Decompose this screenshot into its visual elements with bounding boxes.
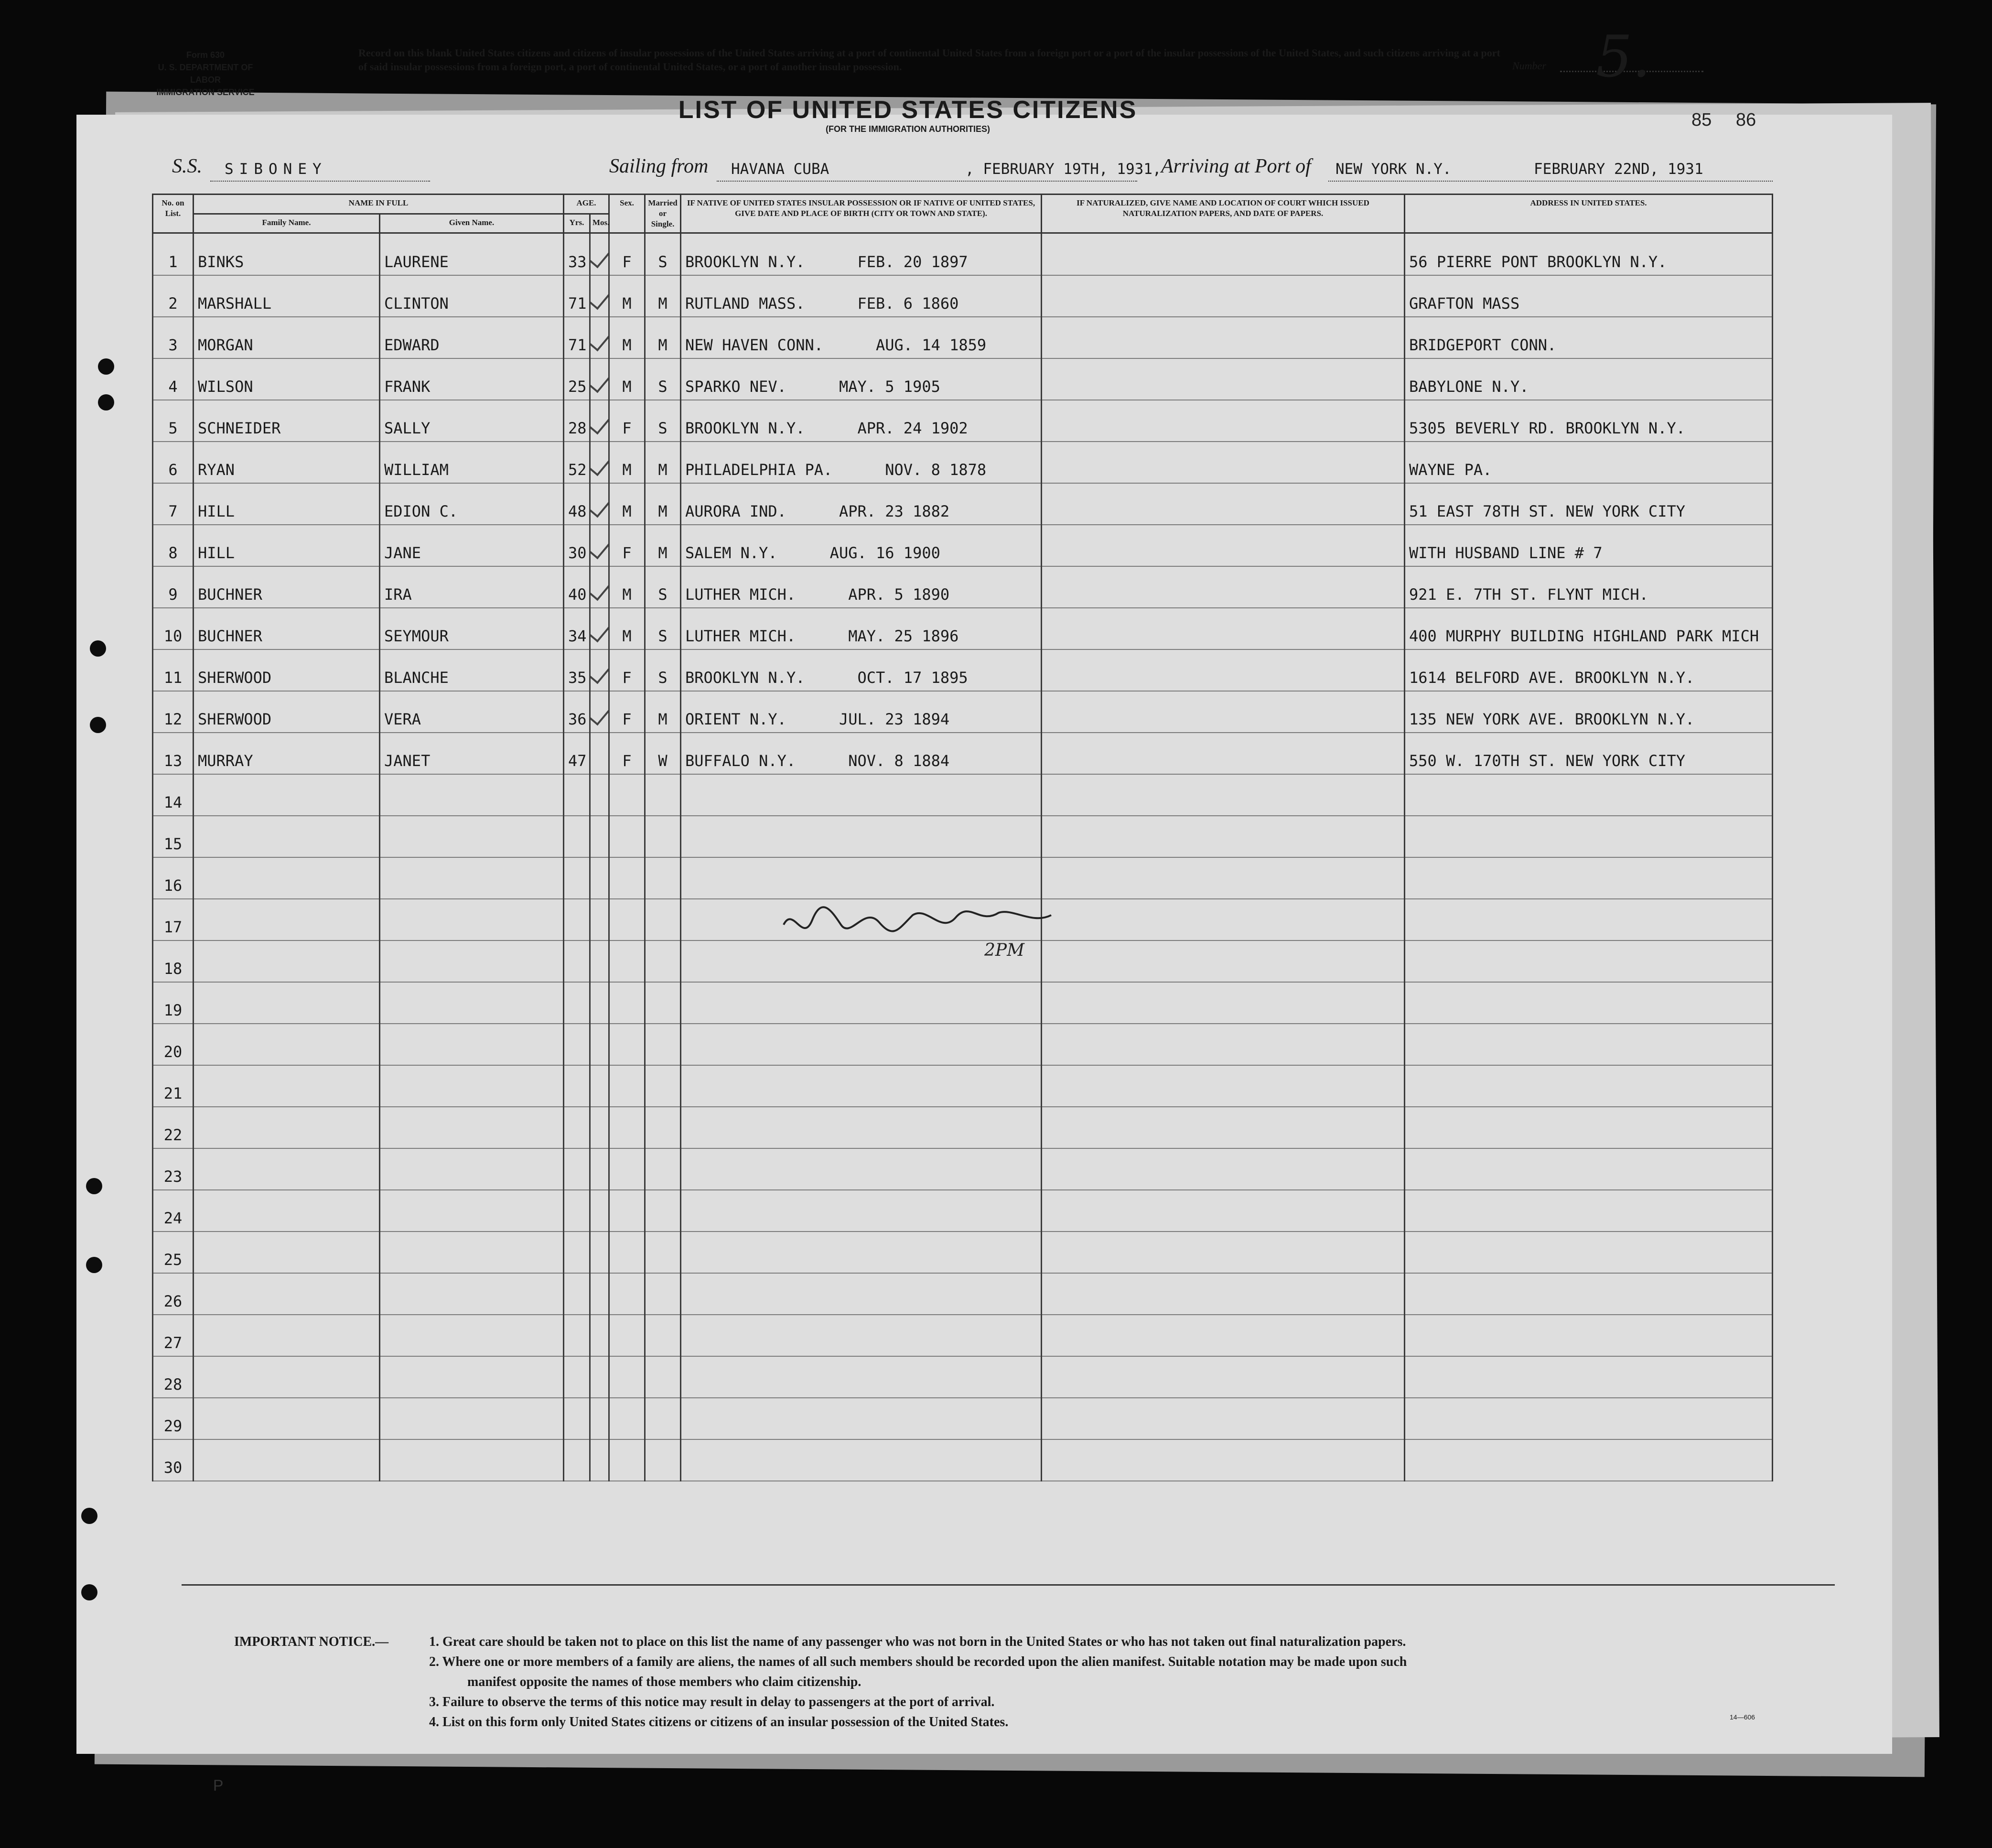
- birth-info: [681, 317, 1042, 358]
- line-number: 8: [153, 525, 194, 566]
- col-header-mos: Mos.: [590, 214, 609, 233]
- line-number: 20: [153, 1024, 194, 1065]
- sex: F: [609, 649, 645, 691]
- department-name: U. S. DEPARTMENT OF LABOR: [158, 63, 253, 85]
- table-row: [153, 1398, 1773, 1439]
- table-row: [153, 566, 1773, 608]
- record-instructions: Record on this blank United States citizens and citizens of insular possessions of the United States arriving at a port of continental United States from a foreign port or a port of the insular possessions of the United States, and such citizens arriving at a port of said insular possessions from a foreign port, a port of continental United States, or a port of another insular possession.: [358, 47, 1500, 73]
- col-header-number: No. on List.: [153, 195, 194, 233]
- age-years: 47: [564, 733, 590, 774]
- passenger-table: [152, 194, 1773, 1481]
- birth-info: [681, 275, 1042, 317]
- family-name: RYAN: [194, 442, 380, 483]
- table-row: [153, 275, 1773, 317]
- check-mark: [590, 483, 609, 525]
- sex: M: [609, 608, 645, 649]
- birthplace: LUTHER MICH.: [685, 627, 796, 645]
- line-number: 23: [153, 1148, 194, 1190]
- line-number: 27: [153, 1315, 194, 1356]
- col-header-address: ADDRESS IN UNITED STATES.: [1405, 195, 1773, 233]
- birth-info: [681, 442, 1042, 483]
- ship-name-line: [210, 181, 430, 182]
- notice-divider: [182, 1584, 1835, 1586]
- marital-status: M: [645, 442, 681, 483]
- line-number: 18: [153, 940, 194, 982]
- line-number: 12: [153, 691, 194, 733]
- naturalization-info: [1042, 733, 1405, 774]
- age-years: 33: [564, 233, 590, 276]
- table-row: [153, 400, 1773, 442]
- birthplace: SALEM N.Y.: [685, 544, 777, 562]
- col-header-family: Family Name.: [194, 214, 380, 233]
- table-row: [153, 358, 1773, 400]
- ship-name: SIBONEY: [225, 161, 327, 178]
- line-number: 3: [153, 317, 194, 358]
- age-years: 34: [564, 608, 590, 649]
- birthplace: BROOKLYN N.Y.: [685, 419, 805, 437]
- table-row: [153, 1232, 1773, 1273]
- marital-status: M: [645, 317, 681, 358]
- col-header-sex: Sex.: [609, 195, 645, 233]
- age-years: 48: [564, 483, 590, 525]
- line-number: 11: [153, 649, 194, 691]
- check-mark: [590, 233, 609, 276]
- family-name: BUCHNER: [194, 566, 380, 608]
- table-row: [153, 442, 1773, 483]
- sex: M: [609, 566, 645, 608]
- address: BABYLONE N.Y.: [1405, 358, 1773, 400]
- page-title: LIST OF UNITED STATES CITIZENS: [678, 96, 1138, 124]
- family-name: BINKS: [194, 233, 380, 276]
- punch-hole: [86, 1178, 102, 1194]
- arriving-label: Arriving at Port of: [1161, 155, 1311, 177]
- given-name: LAURENE: [380, 233, 564, 276]
- given-name: WILLIAM: [380, 442, 564, 483]
- given-name: FRANK: [380, 358, 564, 400]
- birth-info: [681, 525, 1042, 566]
- ss-label: S.S.: [172, 155, 202, 177]
- age-years: 35: [564, 649, 590, 691]
- check-mark: [590, 400, 609, 442]
- birthplace: NEW HAVEN CONN.: [685, 336, 823, 354]
- birthplace: PHILADELPHIA PA.: [685, 461, 833, 479]
- birthplace: SPARKO NEV.: [685, 378, 786, 396]
- arrival-port: NEW YORK N.Y.: [1335, 161, 1452, 178]
- birth-info: [681, 483, 1042, 525]
- line-number: 2: [153, 275, 194, 317]
- line-number: 6: [153, 442, 194, 483]
- sex: M: [609, 358, 645, 400]
- naturalization-info: [1042, 483, 1405, 525]
- notice-heading: IMPORTANT NOTICE.—: [234, 1634, 389, 1649]
- sex: F: [609, 400, 645, 442]
- family-name: MARSHALL: [194, 275, 380, 317]
- naturalization-info: [1042, 275, 1405, 317]
- naturalization-info: [1042, 317, 1405, 358]
- line-number: 17: [153, 899, 194, 940]
- family-name: SCHNEIDER: [194, 400, 380, 442]
- birthdate: MAY. 25 1896: [848, 627, 959, 645]
- marital-status: S: [645, 233, 681, 276]
- page-subtitle: (FOR THE IMMIGRATION AUTHORITIES): [826, 124, 990, 134]
- address: BRIDGEPORT CONN.: [1405, 317, 1773, 358]
- signature-note: 2PM: [984, 940, 1024, 960]
- address: 1614 BELFORD AVE. BROOKLYN N.Y.: [1405, 649, 1773, 691]
- address: WITH HUSBAND LINE # 7: [1405, 525, 1773, 566]
- age-years: 52: [564, 442, 590, 483]
- family-name: WILSON: [194, 358, 380, 400]
- check-mark: [590, 358, 609, 400]
- marital-status: M: [645, 525, 681, 566]
- address: 56 PIERRE PONT BROOKLYN N.Y.: [1405, 233, 1773, 276]
- given-name: IRA: [380, 566, 564, 608]
- sex: M: [609, 317, 645, 358]
- birthdate: FEB. 6 1860: [857, 294, 959, 313]
- table-row: [153, 525, 1773, 566]
- form-code: 14—606: [1730, 1713, 1755, 1721]
- margin-mark: P: [213, 1777, 224, 1794]
- birth-info: [681, 358, 1042, 400]
- table-row: [153, 1273, 1773, 1315]
- birthplace: BROOKLYN N.Y.: [685, 253, 805, 271]
- age-years: 28: [564, 400, 590, 442]
- birthplace: AURORA IND.: [685, 502, 786, 520]
- marital-status: S: [645, 608, 681, 649]
- naturalization-info: [1042, 649, 1405, 691]
- birth-info: [681, 566, 1042, 608]
- age-years: 71: [564, 317, 590, 358]
- birthplace: BROOKLYN N.Y.: [685, 669, 805, 687]
- marital-status: M: [645, 483, 681, 525]
- list-number: 5.: [1596, 24, 1651, 90]
- punch-hole: [81, 1508, 97, 1524]
- sex: F: [609, 733, 645, 774]
- address: 5305 BEVERLY RD. BROOKLYN N.Y.: [1405, 400, 1773, 442]
- family-name: HILL: [194, 483, 380, 525]
- line-number: 25: [153, 1232, 194, 1273]
- birthdate: AUG. 14 1859: [876, 336, 987, 354]
- table-row: [153, 483, 1773, 525]
- birthplace: RUTLAND MASS.: [685, 294, 805, 313]
- birthdate: OCT. 17 1895: [857, 669, 968, 687]
- check-mark: [590, 566, 609, 608]
- birthdate: FEB. 20 1897: [857, 253, 968, 271]
- line-number: 19: [153, 982, 194, 1024]
- punch-hole: [90, 717, 106, 733]
- col-header-married: Married or Single.: [645, 195, 681, 233]
- naturalization-info: [1042, 358, 1405, 400]
- given-name: VERA: [380, 691, 564, 733]
- table-row: [153, 816, 1773, 857]
- table-row: [153, 1107, 1773, 1148]
- marital-status: S: [645, 400, 681, 442]
- family-name: MURRAY: [194, 733, 380, 774]
- check-mark: [590, 691, 609, 733]
- check-mark: [590, 275, 609, 317]
- line-number: 30: [153, 1439, 194, 1481]
- family-name: HILL: [194, 525, 380, 566]
- table-row: [153, 857, 1773, 899]
- arrival-date: FEBRUARY 22ND, 1931: [1534, 161, 1703, 178]
- line-number: 26: [153, 1273, 194, 1315]
- naturalization-info: [1042, 233, 1405, 276]
- table-row: [153, 982, 1773, 1024]
- marital-status: S: [645, 358, 681, 400]
- sailing-from-line: [717, 181, 1137, 182]
- sex: F: [609, 233, 645, 276]
- family-name: SHERWOOD: [194, 649, 380, 691]
- birthdate: APR. 5 1890: [848, 585, 950, 604]
- notice-item: 2. Where one or more members of a family are aliens, the names of all such members should be recorded upon the alien manifest. Suitable notation may be made upon such: [429, 1654, 1407, 1669]
- table-row: [153, 1439, 1773, 1481]
- birthdate: AUG. 16 1900: [829, 544, 940, 562]
- birthplace: BUFFALO N.Y.: [685, 752, 796, 770]
- line-number: 1: [153, 233, 194, 276]
- age-years: 30: [564, 525, 590, 566]
- line-number: 16: [153, 857, 194, 899]
- col-header-name-group: NAME IN FULL: [194, 195, 564, 214]
- check-mark: [590, 442, 609, 483]
- check-mark: [590, 649, 609, 691]
- sailing-date: , FEBRUARY 19TH, 1931,: [965, 161, 1162, 178]
- form-number: Form 630: [186, 50, 225, 60]
- given-name: CLINTON: [380, 275, 564, 317]
- age-years: 36: [564, 691, 590, 733]
- address: 400 MURPHY BUILDING HIGHLAND PARK MICH: [1405, 608, 1773, 649]
- notice-item: 3. Failure to observe the terms of this notice may result in delay to passengers at the port of arrival.: [429, 1695, 995, 1709]
- voyage-line: [172, 153, 1773, 182]
- line-number: 4: [153, 358, 194, 400]
- line-number: 28: [153, 1356, 194, 1398]
- birthdate: NOV. 8 1878: [885, 461, 987, 479]
- birth-info: [681, 733, 1042, 774]
- table-row: [153, 317, 1773, 358]
- naturalization-info: [1042, 400, 1405, 442]
- table-row: [153, 733, 1773, 774]
- sex: F: [609, 525, 645, 566]
- col-header-birth: IF NATIVE OF UNITED STATES INSULAR POSSESSION OR IF NATIVE OF UNITED STATES, GIVE DATE AND PLACE OF BIRTH (CITY OR TOWN AND STATE).: [681, 195, 1042, 233]
- punch-hole: [90, 640, 106, 657]
- table-row: [153, 608, 1773, 649]
- birthdate: APR. 24 1902: [857, 419, 968, 437]
- inspector-signature: [774, 896, 1061, 963]
- naturalization-info: [1042, 525, 1405, 566]
- sex: F: [609, 691, 645, 733]
- birth-info: [681, 608, 1042, 649]
- line-number: 22: [153, 1107, 194, 1148]
- birth-info: [681, 233, 1042, 276]
- notice-item: 4. List on this form only United States citizens or citizens of an insular possession of the United States.: [429, 1715, 1009, 1729]
- marital-status: S: [645, 566, 681, 608]
- birth-info: [681, 649, 1042, 691]
- table-row: [153, 691, 1773, 733]
- sailing-label: Sailing from: [609, 155, 709, 177]
- table-row: [153, 233, 1773, 276]
- naturalization-info: [1042, 442, 1405, 483]
- given-name: BLANCHE: [380, 649, 564, 691]
- address: GRAFTON MASS: [1405, 275, 1773, 317]
- table-row: [153, 1190, 1773, 1232]
- form-identification: [143, 49, 268, 98]
- passenger-rows: [153, 233, 1773, 1481]
- line-number: 24: [153, 1190, 194, 1232]
- col-header-yrs: Yrs.: [564, 214, 590, 233]
- birthdate: MAY. 5 1905: [839, 378, 940, 396]
- birthdate: JUL. 23 1894: [839, 710, 950, 728]
- line-number: 13: [153, 733, 194, 774]
- age-years: 40: [564, 566, 590, 608]
- notice-item: manifest opposite the names of those members who claim citizenship.: [467, 1675, 861, 1689]
- sex: M: [609, 275, 645, 317]
- col-header-age-group: AGE.: [564, 195, 609, 214]
- important-notice: [234, 1632, 1811, 1732]
- sailing-from: HAVANA CUBA: [731, 161, 829, 178]
- birthplace: LUTHER MICH.: [685, 585, 796, 604]
- page-numbers: 85 86: [1691, 110, 1756, 130]
- punch-hole: [81, 1584, 97, 1600]
- line-number: 9: [153, 566, 194, 608]
- service-name: IMMIGRATION SERVICE: [156, 87, 255, 97]
- birthdate: APR. 23 1882: [839, 502, 950, 520]
- marital-status: S: [645, 649, 681, 691]
- line-number: 21: [153, 1065, 194, 1107]
- family-name: MORGAN: [194, 317, 380, 358]
- check-mark: [590, 733, 609, 774]
- table-row: [153, 1148, 1773, 1190]
- sex: M: [609, 483, 645, 525]
- naturalization-info: [1042, 566, 1405, 608]
- address: 51 EAST 78TH ST. NEW YORK CITY: [1405, 483, 1773, 525]
- line-number: 15: [153, 816, 194, 857]
- given-name: SALLY: [380, 400, 564, 442]
- given-name: JANE: [380, 525, 564, 566]
- given-name: JANET: [380, 733, 564, 774]
- marital-status: M: [645, 275, 681, 317]
- sex: M: [609, 442, 645, 483]
- birthplace: ORIENT N.Y.: [685, 710, 786, 728]
- col-header-naturalized: IF NATURALIZED, GIVE NAME AND LOCATION OF COURT WHICH ISSUED NATURALIZATION PAPERS, AND DATE OF PAPERS.: [1042, 195, 1405, 233]
- marital-status: W: [645, 733, 681, 774]
- punch-hole: [86, 1257, 102, 1273]
- table-row: [153, 1356, 1773, 1398]
- table-row: [153, 1065, 1773, 1107]
- marital-status: M: [645, 691, 681, 733]
- naturalization-info: [1042, 691, 1405, 733]
- family-name: SHERWOOD: [194, 691, 380, 733]
- line-number: 29: [153, 1398, 194, 1439]
- age-years: 71: [564, 275, 590, 317]
- line-number: 7: [153, 483, 194, 525]
- line-number: 10: [153, 608, 194, 649]
- table-row: [153, 1024, 1773, 1065]
- table-row: [153, 1315, 1773, 1356]
- check-mark: [590, 525, 609, 566]
- address: 135 NEW YORK AVE. BROOKLYN N.Y.: [1405, 691, 1773, 733]
- age-years: 25: [564, 358, 590, 400]
- family-name: BUCHNER: [194, 608, 380, 649]
- birth-info: [681, 400, 1042, 442]
- address: 550 W. 170TH ST. NEW YORK CITY: [1405, 733, 1773, 774]
- address: WAYNE PA.: [1405, 442, 1773, 483]
- check-mark: [590, 608, 609, 649]
- address: 921 E. 7TH ST. FLYNT MICH.: [1405, 566, 1773, 608]
- col-header-given: Given Name.: [380, 214, 564, 233]
- line-number: 14: [153, 774, 194, 816]
- given-name: EDWARD: [380, 317, 564, 358]
- given-name: EDION C.: [380, 483, 564, 525]
- given-name: SEYMOUR: [380, 608, 564, 649]
- table-row: [153, 649, 1773, 691]
- punch-hole: [98, 394, 114, 411]
- port-line: [1328, 181, 1773, 182]
- check-mark: [590, 317, 609, 358]
- number-label: Number: [1512, 60, 1546, 72]
- table-row: [153, 774, 1773, 816]
- birth-info: [681, 691, 1042, 733]
- birthdate: NOV. 8 1884: [848, 752, 950, 770]
- notice-item: 1. Great care should be taken not to place on this list the name of any passenger who was not born in the United States or who has not taken out final naturalization papers.: [429, 1634, 1406, 1649]
- naturalization-info: [1042, 608, 1405, 649]
- punch-hole: [98, 358, 114, 375]
- line-number: 5: [153, 400, 194, 442]
